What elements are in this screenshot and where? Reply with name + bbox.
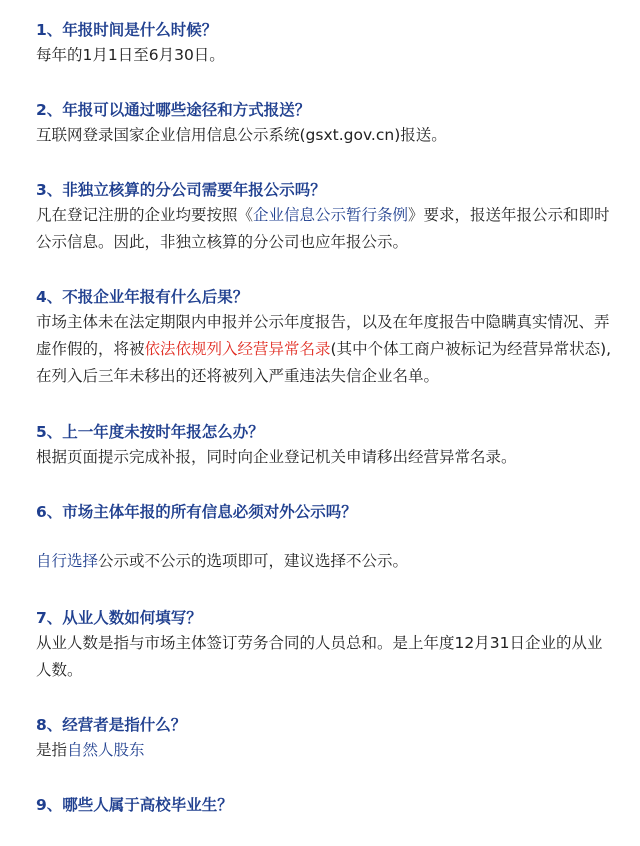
answer-3-part-1: 凡在登记注册的企业均要按照《 bbox=[36, 206, 254, 224]
faq-item-4 bbox=[36, 285, 612, 390]
answer-8 bbox=[36, 737, 612, 764]
regulation-link[interactable]: 企业信息公示暂行条例 bbox=[253, 206, 409, 224]
question-7: 7、从业人数如何填写？ bbox=[36, 609, 202, 627]
question-2: 2、年报可以通过哪些途径和方式报送？ bbox=[36, 101, 311, 119]
answer-6 bbox=[36, 548, 612, 575]
answer-1: 每年的1月1日至6月30日。 bbox=[36, 46, 225, 64]
faq-item-9 bbox=[36, 793, 612, 817]
faq-item-2 bbox=[36, 98, 612, 149]
faq-item-3 bbox=[36, 178, 612, 256]
question-4: 4、不报企业年报有什么后果？ bbox=[36, 288, 249, 306]
question-9: 9、哪些人属于高校毕业生？ bbox=[36, 796, 233, 814]
answer-5: 根据页面提示完成补报，同时向企业登记机关申请移出经营异常名录。 bbox=[36, 448, 517, 466]
question-8: 8、经营者是指什么？ bbox=[36, 716, 187, 734]
faq-item-1 bbox=[36, 18, 612, 69]
faq-item-6 bbox=[36, 500, 612, 575]
answer-2: 互联网登录国家企业信用信息公示系统(gsxt.gov.cn)报送。 bbox=[36, 126, 447, 144]
question-5: 5、上一年度未按时年报怎么办？ bbox=[36, 423, 264, 441]
faq-item-5 bbox=[36, 420, 612, 471]
answer-6-part-2: 公示或不公示的选项即可，建议选择不公示。 bbox=[98, 552, 409, 570]
answer-4-part-1: 市场主体未在法定期限内申报并公示年度报告，以及在年度报告中隐瞒真实情况、弄虚作假的，将被 bbox=[36, 313, 610, 358]
self-select-link[interactable]: 自行选择 bbox=[36, 552, 99, 570]
answer-7: 从业人数是指与市场主体签订劳务合同的人员总和。是上年度12月31日企业的从业人数。 bbox=[36, 634, 603, 679]
answer-3 bbox=[36, 202, 612, 256]
natural-person-shareholder-link[interactable]: 自然人股东 bbox=[67, 741, 145, 759]
question-3: 3、非独立核算的分公司需要年报公示吗？ bbox=[36, 181, 326, 199]
answer-3-part-3: 》要求，报送年报公示和即时公示信息。因此，非独立核算的分公司也应年报公示。 bbox=[36, 206, 610, 251]
question-6: 6、市场主体年报的所有信息必须对外公示吗？ bbox=[36, 503, 357, 521]
answer-4 bbox=[36, 309, 612, 390]
faq-item-8 bbox=[36, 713, 612, 764]
answer-8-part-1: 是指 bbox=[36, 741, 68, 759]
faq-item-7 bbox=[36, 606, 612, 684]
abnormal-list-highlight: 依法依规列入经营异常名录 bbox=[144, 340, 331, 358]
answer-4-part-3: (其中个体工商户被标记为经营异常状态),在列入后三年未移出的还将被列入严重违法失信企业名单。 bbox=[36, 340, 612, 385]
question-1: 1、年报时间是什么时候？ bbox=[36, 21, 218, 39]
